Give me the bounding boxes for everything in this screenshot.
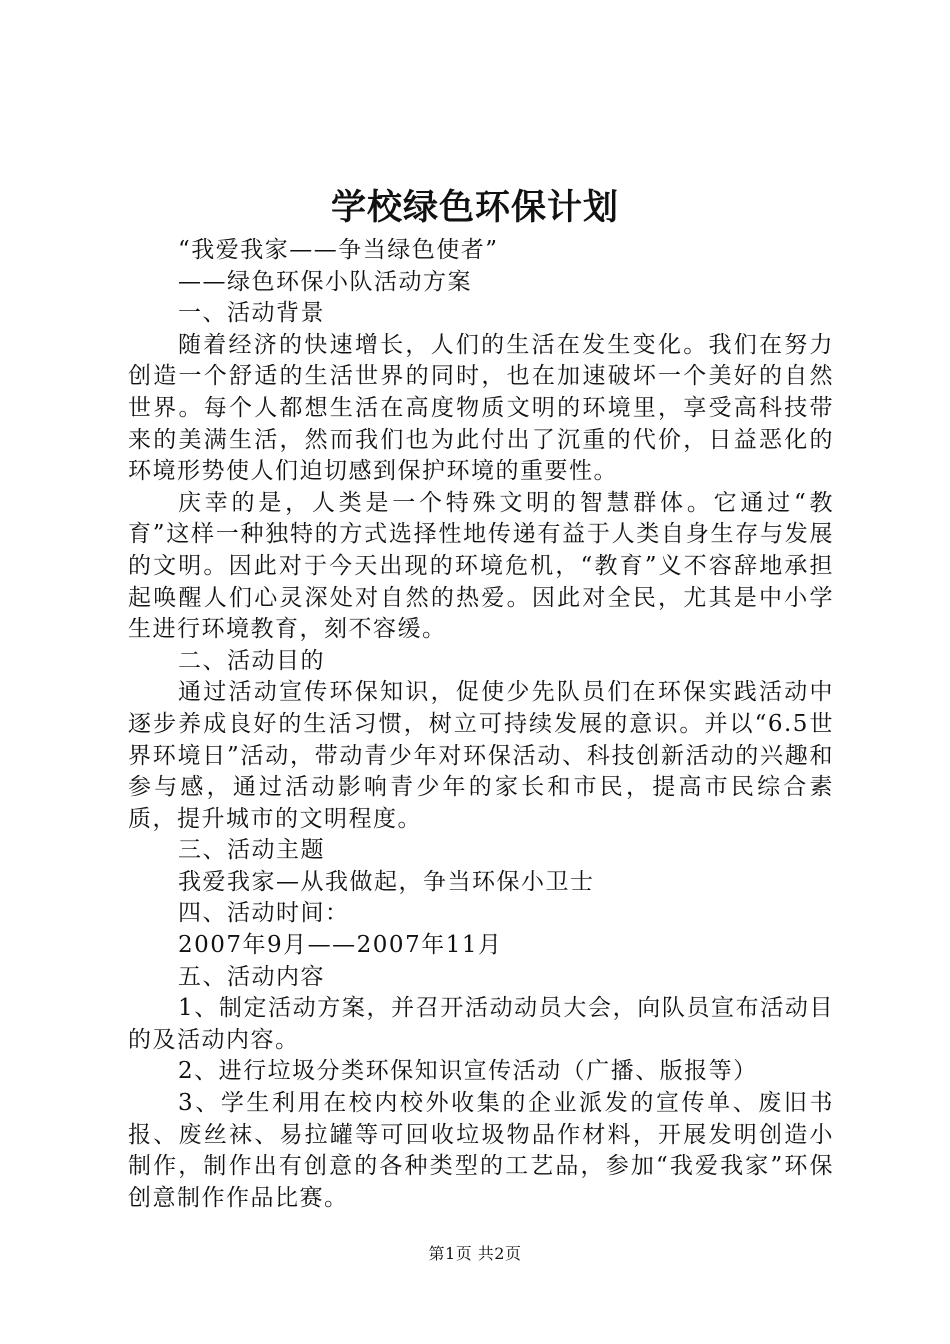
page-footer: 第1页 共2页 (428, 1244, 522, 1263)
paragraph-time: 2007年9月——2007年11月 (178, 932, 503, 959)
paragraph-purpose: 通过活动宣传环保知识，促使少先队员们在环保实践活动中逐步养成良好的生活习惯，树立可持续发展的意识。并以“6.5世界环境日”活动，带动青少年对环保活动、科技创新活动的兴趣和参与感，通过活动影响青少年的家长和市民，提高市民综合素质，提升城市的文明程度。 (128, 679, 834, 832)
content-item-2: 2、进行垃圾分类环保知识宣传活动（广播、版报等） (178, 1058, 758, 1085)
paragraph-background-2: 庆幸的是，人类是一个特殊文明的智慧群体。它通过“教育”这样一种独特的方式选择性地传递有益于人类自身生存与发展的文明。因此对于今天出现的环境危机，“教育”义不容辞地承担起唤醒人们心灵深处对自然的热爱。因此对全民，尤其是中小学生进行环境教育，刻不容缓。 (128, 489, 834, 643)
section-heading-time: 四、活动时间： (178, 900, 350, 927)
content-item-1: 1、制定活动方案，并召开活动动员大会，向队员宣布活动目的及活动内容。 (128, 995, 834, 1053)
section-heading-content: 五、活动内容 (178, 963, 325, 990)
subtitle-line: ——绿色环保小队活动方案 (178, 268, 472, 295)
document-title: 学校绿色环保计划 (330, 188, 619, 228)
paragraph-background-1: 随着经济的快速增长，人们的生活在发生变化。我们在努力创造一个舒适的生活世界的同时，也在加速破坏一个美好的自然世界。每个人都想生活在高度物质文明的环境里，享受高科技带来的美满生活，然而我们也为此付出了沉重的代价，日益恶化的环境形势使人们迫切感到保护环境的重要性。 (128, 331, 834, 485)
content-item-3: 3、学生利用在校内校外收集的企业派发的宣传单、废旧书报、废丝袜、易拉罐等可回收垃圾物品作材料，开展发明创造小制作，制作出有创意的各种类型的工艺品，参加“我爱我家”环保创意制作作品比赛。 (128, 1090, 834, 1211)
slogan-line: “我爱我家——争当绿色使者” (178, 237, 499, 263)
document-body (128, 235, 834, 1214)
section-heading-theme: 三、活动主题 (178, 837, 325, 864)
paragraph-theme: 我爱我家—从我做起，争当环保小卫士 (178, 868, 595, 895)
section-heading-purpose: 二、活动目的 (178, 647, 325, 674)
section-heading-background: 一、活动背景 (178, 300, 325, 327)
